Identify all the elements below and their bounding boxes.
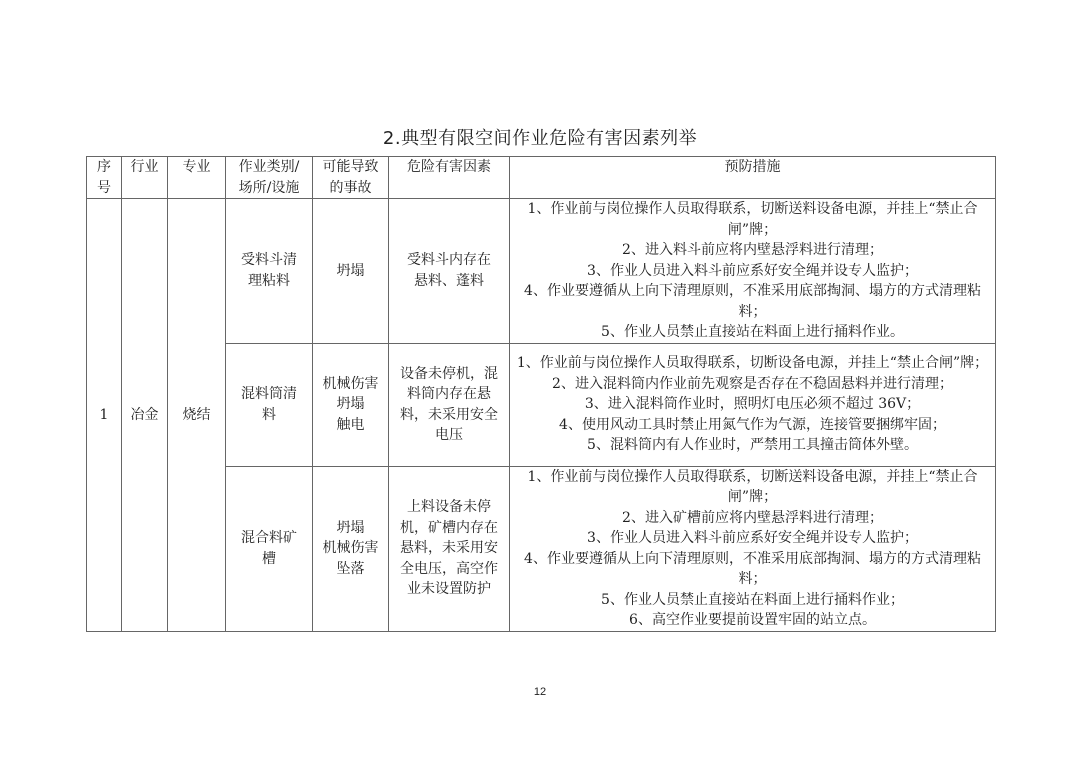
hazard-cell: 设备未停机，混料筒内存在悬料，未采用安全电压 (389, 343, 510, 466)
header-category: 作业类别/ 场所/设施 (226, 157, 313, 199)
measure-item: 5、混料筒内有人作业时，严禁用工具撞击筒体外壁。 (587, 437, 918, 454)
measure-item: 1、作业前与岗位操作人员取得联系，切断送料设备电源，并挂上“禁止合闸”牌； (527, 468, 978, 505)
measures-cell (510, 466, 996, 631)
category-cell: 混合料矿槽 (226, 466, 313, 631)
measures-cell (510, 199, 996, 344)
hazard-cell: 受料斗内存在悬料、蓬料 (389, 199, 510, 344)
header-hazards: 危险有害因素 (389, 157, 510, 199)
measure-item: 2、进入矿槽前应将内壁悬浮料进行清理； (622, 509, 883, 526)
category-cell: 受料斗清理粘料 (226, 199, 313, 344)
measure-item: 4、作业要遵循从上向下清理原则，不准采用底部掏洞、塌方的方式清理粘料； (524, 550, 981, 587)
measure-item: 1、作业前与岗位操作人员取得联系，切断送料设备电源，并挂上“禁止合闸”牌； (527, 201, 978, 238)
header-accident: 可能导致 的事故 (313, 157, 389, 199)
measure-item: 2、进入混料筒内作业前先观察是否存在不稳固悬料并进行清理； (552, 375, 953, 392)
measure-item: 1、作业前与岗位操作人员取得联系，切断设备电源，并挂上“禁止合闸”牌； (516, 355, 989, 372)
table-header-row (87, 157, 996, 199)
measure-item: 3、作业人员进入料斗前应系好安全绳并设专人监护； (587, 530, 918, 546)
measure-item: 5、作业人员禁止直接站在料面上进行捅料作业； (601, 591, 904, 608)
category-cell: 混料筒清料 (226, 343, 313, 466)
measure-item: 4、作业要遵循从上向下清理原则，不准采用底部掏洞、塌方的方式清理粘料； (524, 283, 981, 320)
industry-cell: 冶金 (122, 199, 168, 632)
specialty-cell: 烧结 (168, 199, 226, 632)
table-row (87, 199, 996, 344)
header-specialty: 专业 (168, 157, 226, 199)
hazard-cell: 上料设备未停机，矿槽内存在悬料，未采用安全电压，高空作业未设置防护 (389, 466, 510, 631)
seq-cell: 1 (87, 199, 122, 632)
page-number: 12 (533, 686, 547, 698)
measure-item: 2、进入料斗前应将内壁悬浮料进行清理； (622, 242, 883, 258)
accident-cell: 坍塌 机械伤害 坠落 (313, 466, 389, 631)
measures-cell (510, 343, 996, 466)
header-seq: 序 号 (87, 157, 122, 199)
accident-cell: 坍塌 (313, 199, 389, 344)
hazard-table (86, 156, 996, 632)
measure-item: 4、使用风动工具时禁止用氮气作为气源，连接管要捆绑牢固； (559, 416, 946, 433)
measure-item: 3、作业人员进入料斗前应系好安全绳并设专人监护； (587, 262, 918, 279)
measure-item: 6、高空作业要提前设置牢固的站立点。 (629, 612, 876, 628)
measure-item: 5、作业人员禁止直接站在料面上进行捅料作业。 (601, 324, 904, 340)
measure-item: 3、进入混料筒作业时，照明灯电压必须不超过 36V； (584, 396, 921, 413)
accident-cell: 机械伤害 坍塌 触电 (313, 343, 389, 466)
page-title: 2.典型有限空间作业危险有害因素列举 (382, 128, 698, 149)
header-industry: 行业 (122, 157, 168, 199)
header-measures: 预防措施 (510, 157, 996, 199)
